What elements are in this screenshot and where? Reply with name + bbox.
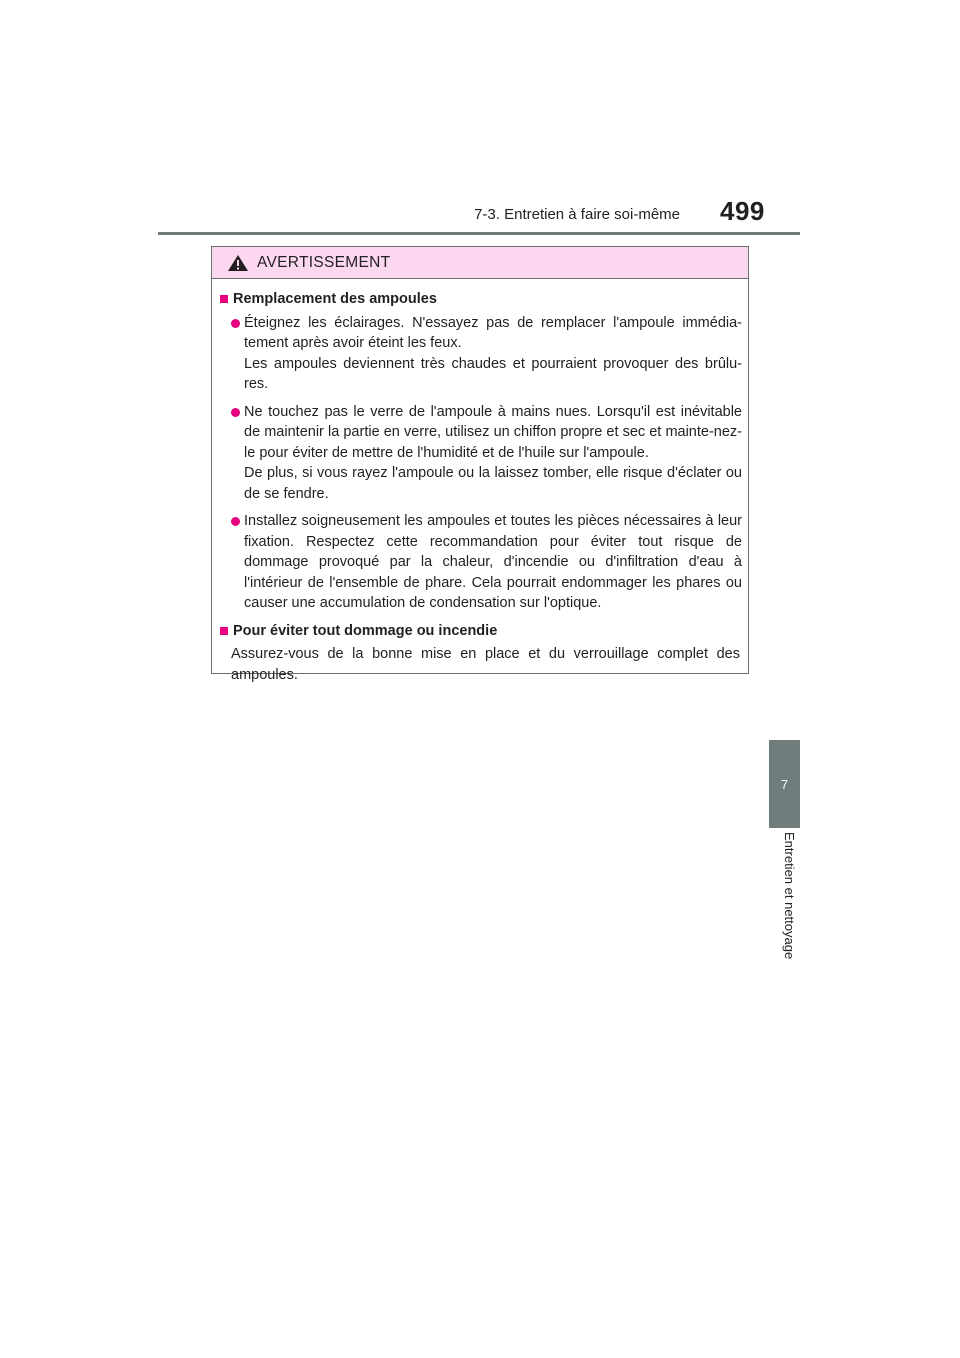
section-heading-bulbs bbox=[218, 289, 742, 310]
round-bullet-icon bbox=[231, 408, 240, 417]
section-text: Assurez-vous de la bonne mise en place et du verrouillage complet des ampoules. bbox=[231, 646, 740, 683]
chapter-tab bbox=[769, 740, 800, 828]
round-bullet-icon bbox=[231, 517, 240, 526]
list-item-text bbox=[244, 511, 742, 614]
chapter-title: Entretien et nettoyage bbox=[782, 832, 797, 960]
paragraph: Installez soigneusement les ampoules et toutes les pièces nécessaires à leur fixation. Respectez cette recommandation pour éviter tout risque de dommage provoqué par la chaleur, d'incendie ou d'infiltration d'eau à l'intérieur de l'ensemble de phare. Cela pourrait endommager les phares ou causer une accumulation de condensation sur l'optique. bbox=[244, 513, 742, 611]
list-item bbox=[231, 511, 742, 614]
chapter-label-container bbox=[770, 832, 800, 960]
section-title: Pour éviter tout dommage ou incendie bbox=[233, 622, 498, 639]
paragraph: Ne touchez pas le verre de l'ampoule à mains nues. Lorsqu'il est inévitable de maintenir la partie en verre, utilisez un chiffon propre et sec et mainte-nez-le pour éviter de mettre de l'humidité et de l'huile sur l'ampoule. bbox=[244, 403, 742, 461]
warning-body bbox=[212, 279, 748, 685]
list-item bbox=[231, 313, 742, 395]
list-item bbox=[231, 402, 742, 505]
header-divider bbox=[158, 232, 800, 235]
square-bullet-icon bbox=[220, 627, 228, 635]
warning-box bbox=[211, 246, 749, 683]
section-heading: 7-3. Entretien à faire soi-même bbox=[474, 206, 680, 223]
list-item-text bbox=[244, 313, 742, 395]
warning-triangle-icon bbox=[227, 254, 249, 272]
round-bullet-icon bbox=[231, 319, 240, 328]
list-item-text bbox=[244, 402, 742, 505]
page-number: 499 bbox=[720, 196, 765, 226]
paragraph: Les ampoules deviennent très chaudes et pourraient provoquer des brûlu-res. bbox=[244, 355, 742, 392]
warning-title: AVERTISSEMENT bbox=[257, 253, 391, 271]
square-bullet-icon bbox=[220, 295, 228, 303]
chapter-number: 7 bbox=[780, 776, 789, 792]
paragraph: Éteignez les éclairages. N'essayez pas de remplacer l'ampoule immédia-tement après avoir éteint les feux. bbox=[244, 314, 742, 351]
section-heading-damage bbox=[218, 621, 742, 642]
warning-header bbox=[212, 247, 748, 279]
section-title: Remplacement des ampoules bbox=[233, 291, 437, 307]
paragraph: De plus, si vous rayez l'ampoule ou la laissez tomber, elle risque d'éclater ou de se fendre. bbox=[244, 465, 742, 502]
